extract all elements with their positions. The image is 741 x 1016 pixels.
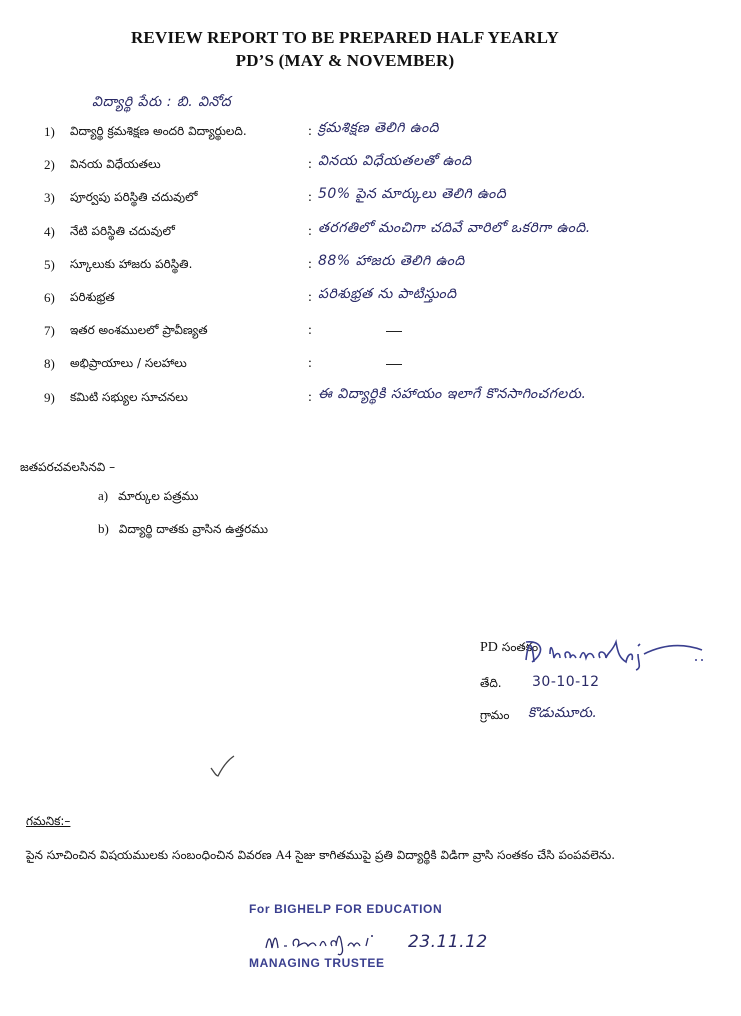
question-row (0, 356, 741, 384)
handwritten-answer: ఈ విద్యార్థికి సహాయం ఇలాగే కొనసాగించగలరు. (318, 386, 587, 402)
question-label: పరిశుభ్రత (70, 290, 115, 304)
question-label: అభిప్రాయాలు / సలహాలు (70, 356, 187, 370)
question-row (0, 253, 741, 285)
stamp-org-line: For BIGHELP FOR EDUCATION (249, 902, 443, 916)
blank-answer-dash (386, 331, 402, 332)
attachment-text: విద్యార్థి దాతకు వ్రాసిన ఉత్తరము (118, 522, 269, 536)
pd-label-te: సంతకం (501, 640, 539, 654)
question-row (0, 323, 741, 351)
question-row (0, 220, 741, 252)
question-label: ఇతర అంశములలో ప్రావీణ్యత (70, 323, 208, 337)
question-row (0, 186, 741, 218)
colon: : (308, 190, 312, 205)
colon: : (308, 157, 312, 172)
question-label: కమిటి సభ్యుల సూచనలు (70, 390, 188, 404)
attachment-item (98, 488, 198, 506)
trustee-signature-image (262, 924, 382, 960)
note-text-en: A4 (275, 847, 292, 862)
village-value: కొడుమూరు. (528, 705, 598, 721)
note-text-part: సైజు కాగితముపై ప్రతి విద్యార్థికి విడిగా వ్రాసి సంతకం చేసి పంపవలెను. (291, 848, 616, 862)
question-label: వినయ విధేయతలు (70, 157, 161, 171)
pd-label-en: PD (480, 640, 498, 655)
handwritten-answer: తరగతిలో మంచిగా చదివే వారిలో ఒకరిగా ఉంది. (318, 220, 591, 236)
question-number: 6) (44, 290, 55, 305)
attachment-label: b) (98, 521, 109, 536)
date-value: 30-10-12 (532, 674, 600, 690)
question-number: 5) (44, 257, 55, 272)
question-row (0, 153, 741, 185)
question-number: 8) (44, 356, 55, 371)
handwritten-answer: క్రమశిక్షణ తెలిగి ఉంది (318, 120, 440, 136)
note-heading: గమనిక:– (26, 814, 71, 828)
colon: : (308, 224, 312, 239)
attachment-label: a) (98, 488, 109, 503)
report-title: REVIEW REPORT TO BE PREPARED HALF YEARLY (130, 28, 560, 47)
report-subtitle: PD’S (MAY & NOVEMBER) (235, 51, 455, 70)
note-text (26, 842, 716, 868)
question-label: విద్యార్థి క్రమశిక్షణ అందరి విద్యార్థులది. (70, 124, 247, 138)
note-text-part: పైన సూచించిన విషయములకు సంబంధించిన వివరణ (26, 848, 276, 862)
question-label: పూర్వపు పరిస్థితి చదువులో (70, 190, 198, 204)
date-label: తేది. (480, 676, 502, 690)
question-row (0, 286, 741, 318)
question-number: 7) (44, 323, 55, 338)
stamp-date: 23.11.12 (408, 932, 488, 952)
colon: : (308, 390, 312, 405)
colon: : (308, 323, 312, 338)
question-number: 1) (44, 124, 55, 139)
pd-signature-image (520, 632, 710, 676)
question-label: స్కూలుకు హాజరు పరిస్థితి. (70, 257, 193, 271)
colon: : (308, 356, 312, 371)
handwritten-answer: 50% పైన మార్కులు తెలిగి ఉంది (318, 186, 507, 202)
attachment-text: మార్కుల పత్రము (118, 489, 199, 503)
blank-answer-dash (386, 364, 402, 365)
question-number: 3) (44, 190, 55, 205)
question-row (0, 386, 741, 418)
colon: : (308, 290, 312, 305)
question-number: 4) (44, 224, 55, 239)
attachments-heading: జతపరచవలసినవి – (20, 460, 116, 474)
student-name-line: విద్యార్థి పేరు : బి. వినోద (92, 94, 232, 110)
colon: : (308, 124, 312, 139)
question-number: 9) (44, 390, 55, 405)
stamp-title-line: MANAGING TRUSTEE (249, 956, 385, 970)
attachment-item (98, 521, 268, 539)
check-mark-icon (208, 754, 236, 782)
question-label: నేటి పరిస్థితి చదువులో (70, 224, 175, 238)
question-row (0, 120, 741, 152)
question-number: 2) (44, 157, 55, 172)
village-label: గ్రామం (480, 708, 510, 722)
handwritten-answer: వినయ విధేయతలతో ఉంది (318, 153, 472, 169)
handwritten-answer: పరిశుభ్రత ను పాటిస్తుంది (318, 286, 457, 302)
colon: : (308, 257, 312, 272)
handwritten-answer: 88% హాజరు తెలిగి ఉంది (318, 253, 465, 269)
